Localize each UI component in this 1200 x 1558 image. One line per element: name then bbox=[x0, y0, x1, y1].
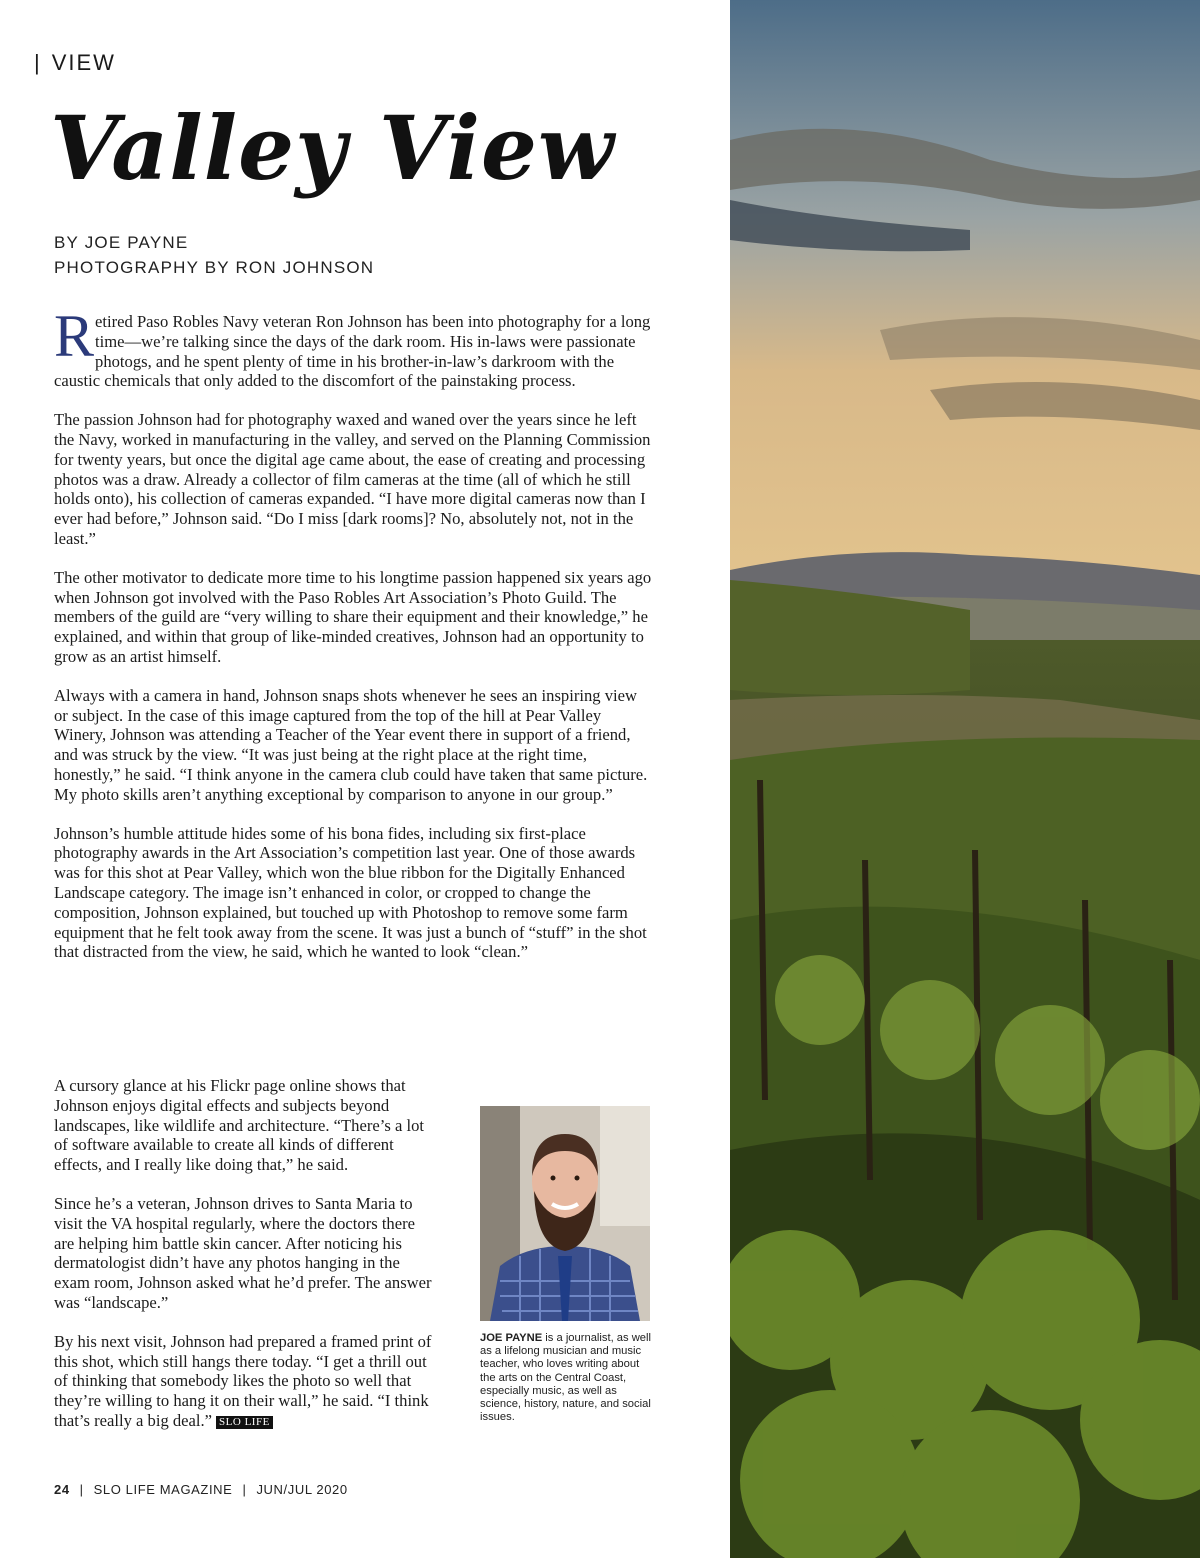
section-divider: | bbox=[34, 50, 42, 75]
paragraph bbox=[54, 1332, 434, 1431]
paragraph: Always with a camera in hand, Johnson snaps shots whenever he sees an inspiring view or subject. In the case of this image captured from the top of the hill at Pear Valley Winery, Johnson was attending a Teacher of the Year event there in support of a friend, and was struck by the view. “It was just being at the right place at the right time, honestly,” he said. “I think anyone in the camera club could have taken that same picture. My photo skills aren’t anything exceptional by comparison to anyone in our group.” bbox=[54, 685, 648, 804]
article-title: Valley View bbox=[50, 96, 615, 200]
author-bio-text: is a journalist, as well as a lifelong musician and music teacher, who loves writing about the arts on the Central Coast, especially music, as well as science, history, nature, and social issues. bbox=[480, 1332, 651, 1424]
author-byline: BY JOE PAYNE bbox=[54, 233, 189, 252]
issue-date: JUN/JUL 2020 bbox=[256, 1482, 348, 1497]
article-body bbox=[54, 303, 652, 981]
paragraph: The passion Johnson had for photography waxed and waned over the years since he left the Navy, worked in manufacturing in the valley, and served on the Planning Commission for twenty years, but once the digital age came about, the ease of creating and processing photos was a draw. Already a collector of film cameras at the time (all of which he still holds onto), his collection of cameras expanded. “I have more digital cameras now than I ever had before,” Johnson said. “Do I miss [dark rooms]? No, absolutely not, not in the least.” bbox=[54, 410, 651, 548]
vineyard-photo bbox=[730, 0, 1200, 1558]
paragraph: Johnson’s humble attitude hides some of his bona fides, including six first-place photography awards in the Art Association’s competition last year. One of those awards was for this shot at Pear Valley, which won the blue ribbon for the Digitally Enhanced Landscape category. The image isn’t enhanced in color, or cropped to change the composition, Johnson explained, but touched up with Photoshop to remove some farm equipment that he felt took away from the scene. It was just a bunch of “stuff” in the shot that distracted from the view, he said, which he wanted to look “clean.” bbox=[54, 823, 647, 962]
paragraph: Since he’s a veteran, Johnson drives to Santa Maria to visit the VA hospital regularly, where the doctors there are helping him battle skin cancer. After noticing his dermatologist didn’t have any photos hanging in the exam room, Johnson asked what he’d prefer. The answer was “landscape.” bbox=[54, 1193, 432, 1312]
article-body-narrow bbox=[54, 1076, 434, 1450]
paragraph bbox=[54, 303, 652, 391]
footer-divider: | bbox=[242, 1482, 247, 1497]
page-footer bbox=[54, 1482, 348, 1497]
section-label: VIEW bbox=[51, 50, 116, 75]
footer-divider: | bbox=[79, 1482, 84, 1497]
section-tag bbox=[34, 50, 116, 76]
author-bio bbox=[480, 1332, 655, 1424]
photo-credit: PHOTOGRAPHY BY RON JOHNSON bbox=[54, 258, 375, 277]
drop-cap: R bbox=[54, 303, 95, 369]
author-photo bbox=[480, 1106, 650, 1321]
paragraph-text: etired Paso Robles Navy veteran Ron Johnson has been into photography for a long time—we’re talking since the days of the dark room. His in-laws were passionate photogs, and he spent plenty of time in his brother-in-law’s darkroom with the caustic chemicals that only added to the discomfort of the painstaking process. bbox=[54, 312, 651, 391]
paragraph: A cursory glance at his Flickr page online shows that Johnson enjoys digital effects and subjects beyond landscapes, like wildlife and architecture. “There’s a lot of software available to create all kinds of different effects, and I really like doing that,” he said. bbox=[54, 1076, 424, 1175]
magazine-name: SLO LIFE MAGAZINE bbox=[93, 1482, 233, 1497]
page-number: 24 bbox=[54, 1482, 70, 1497]
end-mark: SLO LIFE bbox=[216, 1416, 273, 1429]
byline-block bbox=[54, 230, 374, 280]
author-bio-name: JOE PAYNE bbox=[480, 1332, 543, 1344]
paragraph-text: By his next visit, Johnson had prepared a framed print of this shot, which still hangs there today. “I get a thrill out of thinking that somebody likes the photo so well that they’re willing to hang it on their wall,” he said. “I think that’s really a big deal.” bbox=[54, 1331, 432, 1430]
paragraph: The other motivator to dedicate more time to his longtime passion happened six years ago when Johnson got involved with the Paso Robles Art Association’s Photo Guild. The members of the guild are “very willing to share their equipment and their knowledge,” he explained, and within that group of like-minded creatives, Johnson had an opportunity to grow as an artist himself. bbox=[54, 567, 652, 666]
